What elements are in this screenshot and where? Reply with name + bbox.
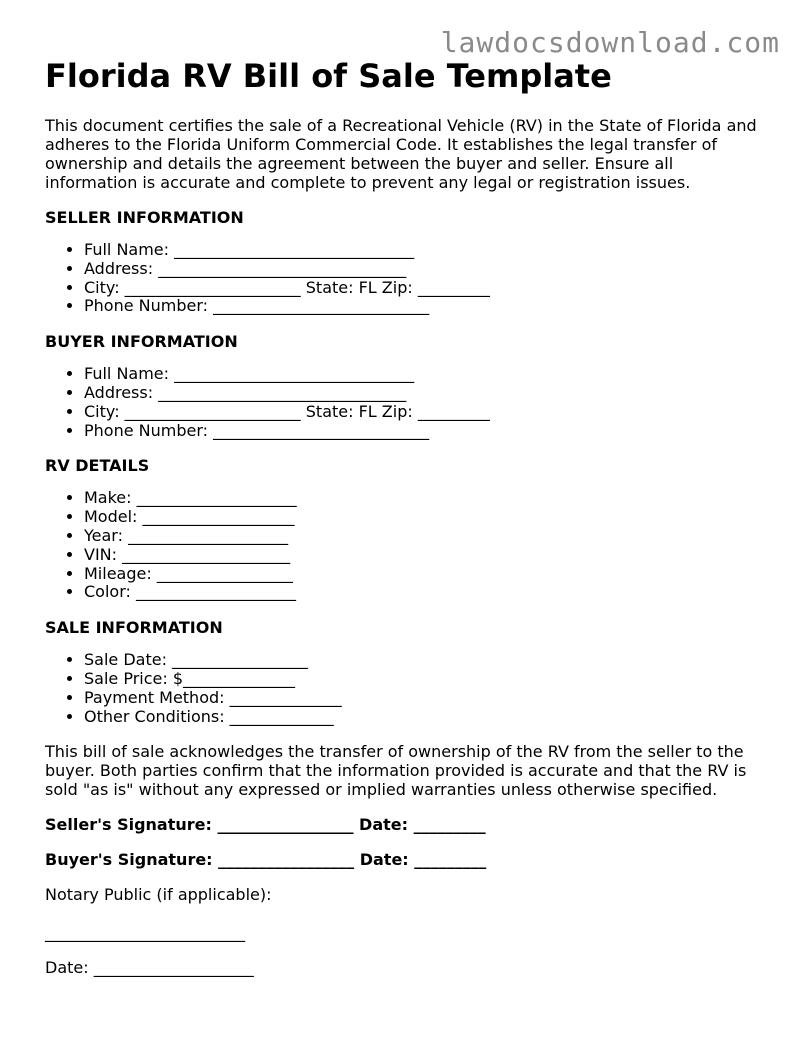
acknowledgement-paragraph: This bill of sale acknowledges the transfer of ownership of the RV from the seller to the buyer. Both parties confirm that the information provided is accurate and that the RV is sold "as is" without any expressed or implied warranties unless otherwise specified. [45, 742, 747, 800]
buyer-heading: BUYER INFORMATION [45, 332, 238, 352]
rv-model: • Model: ___________________ [84, 508, 765, 527]
rv-mileage: • Mileage: _________________ [84, 565, 765, 584]
seller-city-state-zip: • City: ______________________ State: FL Zip: _________ [84, 279, 765, 298]
other-conditions: • Other Conditions: _____________ [84, 708, 765, 727]
seller-phone: • Phone Number: ___________________________ [84, 297, 765, 316]
rv-details-list [45, 489, 765, 602]
notary-date-line: Date: ____________________ [45, 958, 254, 978]
page-title: Florida RV Bill of Sale Template [45, 57, 612, 95]
sale-information-list [45, 651, 765, 726]
notary-label: Notary Public (if applicable): [45, 885, 272, 905]
buyer-full-name: • Full Name: ______________________________ [84, 365, 765, 384]
document-page [45, 56, 765, 977]
seller-list [45, 241, 765, 316]
buyer-signature-line: Buyer's Signature: _________________ Date: _________ [45, 850, 487, 870]
sale-date: • Sale Date: _________________ [84, 651, 765, 670]
sale-information-heading: SALE INFORMATION [45, 618, 223, 638]
payment-method: • Payment Method: ______________ [84, 689, 765, 708]
seller-full-name: • Full Name: ______________________________ [84, 241, 765, 260]
seller-heading: SELLER INFORMATION [45, 208, 244, 227]
rv-make: • Make: ____________________ [84, 489, 765, 508]
seller-signature-line: Seller's Signature: _________________ Date: _________ [45, 815, 486, 835]
buyer-city-state-zip: • City: ______________________ State: FL Zip: _________ [84, 403, 765, 422]
buyer-phone: • Phone Number: ___________________________ [84, 422, 765, 441]
buyer-list [45, 365, 765, 440]
rv-vin: • VIN: _____________________ [84, 546, 765, 565]
rv-details-heading: RV DETAILS [45, 456, 150, 476]
watermark: lawdocsdownload.com [440, 26, 780, 59]
rv-color: • Color: ____________________ [84, 583, 765, 602]
notary-signature-line: _________________________ [45, 923, 245, 943]
sale-price: • Sale Price: $______________ [84, 670, 765, 689]
intro-paragraph: This document certifies the sale of a Recreational Vehicle (RV) in the State of Florida and adheres to the Florida Uniform Commercial Code. It establishes the legal transfer of ownership and details the agreement between the buyer and seller. Ensure all information is accurate and complete to prevent any legal or registration issues. [45, 116, 757, 192]
buyer-address: • Address: _______________________________ [84, 384, 765, 403]
rv-year: • Year: ____________________ [84, 527, 765, 546]
seller-address: • Address: _______________________________ [84, 260, 765, 279]
